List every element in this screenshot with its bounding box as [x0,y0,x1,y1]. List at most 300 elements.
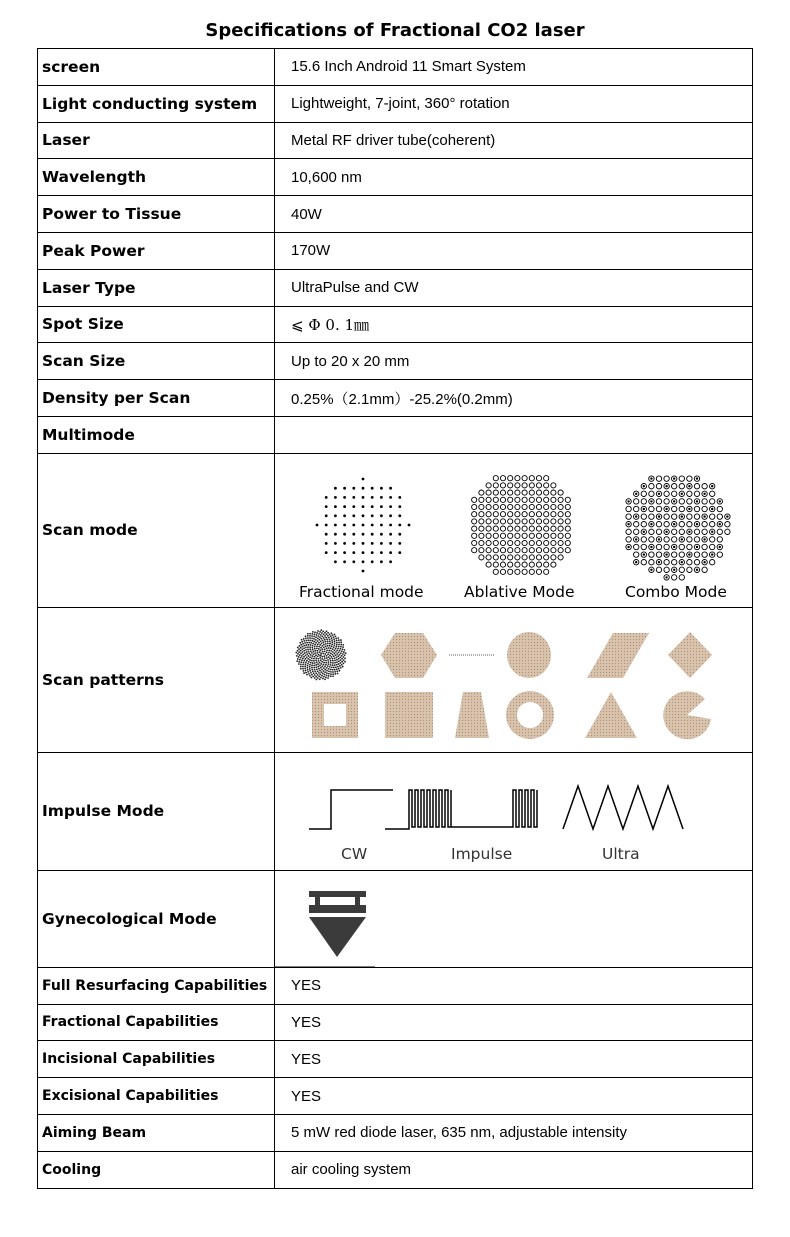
dot [717,506,722,511]
dot [664,559,669,564]
dot [626,506,631,511]
dot [500,526,505,531]
dot [306,659,308,661]
spec-label: Scan mode [38,453,275,607]
dot [311,657,313,659]
dot [389,505,392,508]
dot [345,652,347,654]
dot [544,475,549,480]
dot [352,496,355,499]
dot [679,567,684,572]
dot [335,635,337,637]
dot [558,533,563,538]
dot [665,485,667,487]
dot [687,491,692,496]
dot [325,662,327,664]
dot [529,519,534,524]
dot [332,664,334,666]
spec-row [38,1078,753,1115]
dot [522,475,527,480]
dot [486,511,491,516]
dot [544,555,549,560]
dot [551,533,556,538]
dot [336,656,338,658]
dot [330,668,332,670]
dot [508,547,513,552]
dot [309,633,311,635]
dot [522,526,527,531]
dot [331,641,333,643]
dot [319,655,321,657]
dot [515,526,520,531]
dot [305,649,307,651]
dot [316,652,318,654]
dot [330,652,332,654]
dot [323,641,325,643]
dot [316,647,318,649]
dot [321,642,323,644]
dot [536,497,541,502]
spec-row [38,967,753,1004]
dot [362,477,365,480]
dot [314,662,316,664]
dot [312,640,314,642]
dot [328,663,330,665]
dot [529,540,534,545]
dot [330,662,332,664]
dot [380,542,383,545]
impulse-caption: Impulse [451,844,513,863]
dot [307,669,309,671]
dot [710,491,715,496]
dot [343,487,346,490]
scan-patterns-row [38,607,753,752]
dot [321,656,323,658]
dot [371,533,374,536]
dot [336,668,338,670]
trapezoid-pattern [455,692,489,738]
dot [479,497,484,502]
dot [522,519,527,524]
dot [337,637,339,639]
page-title: Specifications of Fractional CO2 laser [205,20,585,41]
dot [331,643,333,645]
dot [371,560,374,563]
dot [380,505,383,508]
dot [343,542,346,545]
dot [298,651,300,653]
dot [334,657,336,659]
dot [319,631,321,633]
dot [702,506,707,511]
dot [336,649,338,651]
dot [664,544,669,549]
dot [311,655,313,657]
dot [322,652,324,654]
dot [338,643,340,645]
dot [312,642,314,644]
spec-row [38,380,753,417]
dot [334,664,336,666]
dot [304,652,306,654]
dot [508,504,513,509]
spec-value: UltraPulse and CW [275,269,753,306]
dot [327,659,329,661]
parallelogram-pattern [587,633,649,678]
dot [681,561,683,563]
dot [305,639,307,641]
dot [331,637,333,639]
dot [334,505,337,508]
dot [326,651,328,653]
dot [344,654,346,656]
dot [515,511,520,516]
dot [664,476,669,481]
dot [679,574,684,579]
dot [329,643,331,645]
dot [500,511,505,516]
spec-label: Scan Size [38,343,275,380]
dot [335,637,337,639]
dot [319,661,321,663]
dot [641,521,646,526]
dot [301,639,303,641]
dot [310,676,312,678]
dot [329,638,331,640]
dot [717,514,722,519]
dot [558,547,563,552]
ellipse-pattern [507,632,551,678]
dot [334,560,337,563]
dot [551,540,556,545]
dot [300,663,302,665]
dot [343,659,345,661]
dot [326,655,328,657]
dot [328,637,330,639]
dot [330,675,332,677]
dot [326,670,328,672]
dot [522,511,527,516]
dot [522,562,527,567]
dot [500,540,505,545]
dot [656,498,661,503]
spec-label: Peak Power [38,232,275,269]
dot [315,678,317,680]
ring-pattern [506,691,554,739]
dot [323,655,325,657]
dot [317,635,319,637]
dot [635,538,637,540]
dot [687,521,692,526]
dot [298,648,300,650]
dot [340,667,342,669]
dot [726,515,728,517]
spec-label: Gynecological Mode [38,870,275,967]
dot [326,649,328,651]
dot [322,630,324,632]
dot [658,515,660,517]
dot [324,653,326,655]
dot [313,650,315,652]
spec-value: 10,600 nm [275,159,753,196]
dot [472,497,477,502]
dot [336,653,338,655]
dot [717,552,722,557]
dot [702,552,707,557]
dot [336,644,338,646]
dot [536,533,541,538]
dot [551,555,556,560]
dot [307,644,309,646]
dot [536,519,541,524]
spec-label: screen [38,49,275,86]
dot [472,511,477,516]
dot [694,506,699,511]
dot [302,651,304,653]
dot [343,496,346,499]
dot [658,561,660,563]
dot [300,649,302,651]
dot [333,655,335,657]
dot [320,652,322,654]
spec-value: 170W [275,232,753,269]
dot [323,659,325,661]
diamond-pattern [668,632,712,678]
dot [338,663,340,665]
dot [344,657,346,659]
dot [500,519,505,524]
cw-caption: CW [341,844,368,863]
dot [656,544,661,549]
dot [694,559,699,564]
dot [326,633,328,635]
dot [544,547,549,552]
dot [328,668,330,670]
dot [338,651,340,653]
dot [725,521,730,526]
dot [324,671,326,673]
dot [486,555,491,560]
dot [656,521,661,526]
dot [717,529,722,534]
dot [352,533,355,536]
dot [389,523,392,526]
dot [479,490,484,495]
dot [307,665,309,667]
dot [321,645,323,647]
dot [321,668,323,670]
dot [314,656,316,658]
dot [665,530,667,532]
dot [334,542,337,545]
dot [702,567,707,572]
dot [486,533,491,538]
dot [398,505,401,508]
dot [336,659,338,661]
dot [389,533,392,536]
dot [327,632,329,634]
dot [710,521,715,526]
ultra-caption: Ultra [602,844,640,863]
dot [308,661,310,663]
dot [529,475,534,480]
dot [650,546,652,548]
dot [322,677,324,679]
dot [679,498,684,503]
dot [479,555,484,560]
dot [303,645,305,647]
dot [551,519,556,524]
dot [309,637,311,639]
dot [479,519,484,524]
dot [336,670,338,672]
dot [312,631,314,633]
dot [558,497,563,502]
dot [340,659,342,661]
dot [472,519,477,524]
dot [307,667,309,669]
dot [341,664,343,666]
dot [317,674,319,676]
gyne-mode-figure [275,870,753,967]
pacman-pattern [663,691,711,739]
dot [324,678,326,680]
dot [486,483,491,488]
dot [641,514,646,519]
dot [493,483,498,488]
dot [317,643,319,645]
dot [329,658,331,660]
dot [309,666,311,668]
dot [339,656,341,658]
dot [324,635,326,637]
dot [315,654,317,656]
dot [687,498,692,503]
dot [673,546,675,548]
dot [649,529,654,534]
dot [536,511,541,516]
dot [308,650,310,652]
dot [544,533,549,538]
dot [725,529,730,534]
dot [649,559,654,564]
dot [338,639,340,641]
dot [304,665,306,667]
dot [362,569,365,572]
dot [307,671,309,673]
dot [331,645,333,647]
dot [508,497,513,502]
dot [307,637,309,639]
dot [307,663,309,665]
dot [332,662,334,664]
dot [472,540,477,545]
dot [551,483,556,488]
impulse-waveform [385,790,537,829]
dot [626,529,631,534]
spec-table [37,48,753,1189]
dot [544,504,549,509]
dot [352,542,355,545]
spec-label: Incisional Capabilities [38,1041,275,1078]
dot [311,637,313,639]
dot [330,673,332,675]
dot [634,521,639,526]
dot [681,538,683,540]
dot [324,668,326,670]
spec-value: 5 mW red diode laser, 635 nm, adjustable intensity [275,1114,753,1151]
dot [311,674,313,676]
dot [321,661,323,663]
dot [317,665,319,667]
dot [710,544,715,549]
dot [380,551,383,554]
dot [702,521,707,526]
dot [314,645,316,647]
dot [310,642,312,644]
dot [486,540,491,545]
dot [313,672,315,674]
dot [479,547,484,552]
dot [703,515,705,517]
dot [493,562,498,567]
dot [310,672,312,674]
dot [371,551,374,554]
dot [329,633,331,635]
dot [656,483,661,488]
dot [319,651,321,653]
dot [626,514,631,519]
dot [305,644,307,646]
dot [303,647,305,649]
dot [310,644,312,646]
dot [321,635,323,637]
dot [320,663,322,665]
dot [551,504,556,509]
dot [331,656,333,658]
dot [340,662,342,664]
dot [325,505,328,508]
dot [320,676,322,678]
dot [315,675,317,677]
dot [315,657,317,659]
dot [332,675,334,677]
dot [341,661,343,663]
spec-label: Cooling [38,1151,275,1188]
dot [341,655,343,657]
dot [326,647,328,649]
dot [314,677,316,679]
dot [317,677,319,679]
dot [334,551,337,554]
dot [332,651,334,653]
dot [325,676,327,678]
dot [679,506,684,511]
dot [304,658,306,660]
dot [313,658,315,660]
dot [296,660,298,662]
dot [332,671,334,673]
dot [332,658,334,660]
dot [717,536,722,541]
dot [304,642,306,644]
dot [306,656,308,658]
dot [508,475,513,480]
dot [493,547,498,552]
dot [327,642,329,644]
dot [529,526,534,531]
dot [317,670,319,672]
